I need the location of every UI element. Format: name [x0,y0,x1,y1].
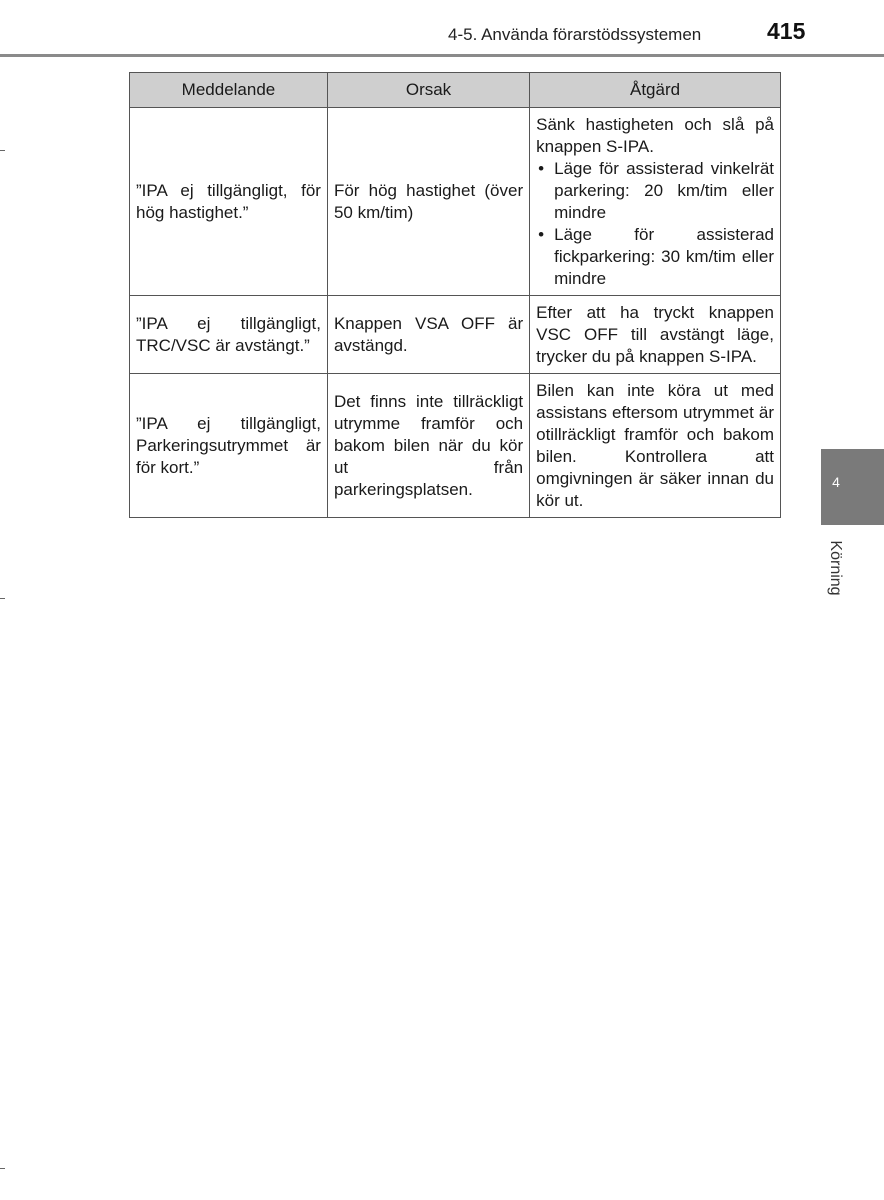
cause-text: Det finns inte tillräckligt utrymme framför och bakom bilen när du kör ut från parkeringsplatsen. [333,392,524,499]
cause-cell [327,108,529,296]
column-header-cause: Orsak [327,73,529,108]
cause-text: För hög hastighet (över 50 km/tim) [333,181,524,222]
message-cell [130,108,328,296]
action-text: Efter att ha tryckt knappen VSC OFF till avstängt läge, trycker du på knappen S-IPA. [536,303,774,366]
message-text: ”IPA ej tillgängligt, Parkeringsutrymmet är för kort.” [136,414,321,477]
cause-text: Knappen VSA OFF är avstängd. [333,314,524,355]
chapter-number: 4 [832,474,840,490]
action-bullet-list [536,158,774,290]
message-cell [130,296,328,374]
message-table [129,72,781,518]
message-cell [130,374,328,518]
action-cell [530,108,781,296]
action-cell [530,296,781,374]
table-row [130,296,781,374]
header-rule [0,54,884,57]
chapter-label: Körning [827,540,844,596]
page-number: 415 [767,18,806,44]
message-text: ”IPA ej tillgängligt, TRC/VSC är avstängt.” [136,314,321,355]
margin-tick [0,598,5,599]
column-header-action: Åtgärd [530,73,781,108]
margin-tick [0,150,5,151]
section-title: 4-5. Använda förarstödssystemen [448,25,702,44]
table-row [130,374,781,518]
cause-cell [327,296,529,374]
action-intro-text: Sänk hastigheten och slå på knappen S-IPA. [536,115,774,156]
action-bullet-item: • Läge för assisterad fickparkering: 30 km/tim eller mindre [536,224,774,290]
action-cell [530,374,781,518]
table-header-row [130,73,781,108]
margin-tick [0,1168,5,1169]
action-text: Bilen kan inte köra ut med assistans eftersom utrymmet är otillräckligt framför och bakom bilen. Kontrollera att omgivningen är säker innan du kör ut. [536,381,774,510]
action-bullet-item: • Läge för assisterad vinkelrät parkering: 20 km/tim eller mindre [536,158,774,224]
table-row [130,108,781,296]
message-text: ”IPA ej tillgängligt, för hög hastighet.” [136,181,321,222]
column-header-message: Meddelande [130,73,328,108]
cause-cell [327,374,529,518]
